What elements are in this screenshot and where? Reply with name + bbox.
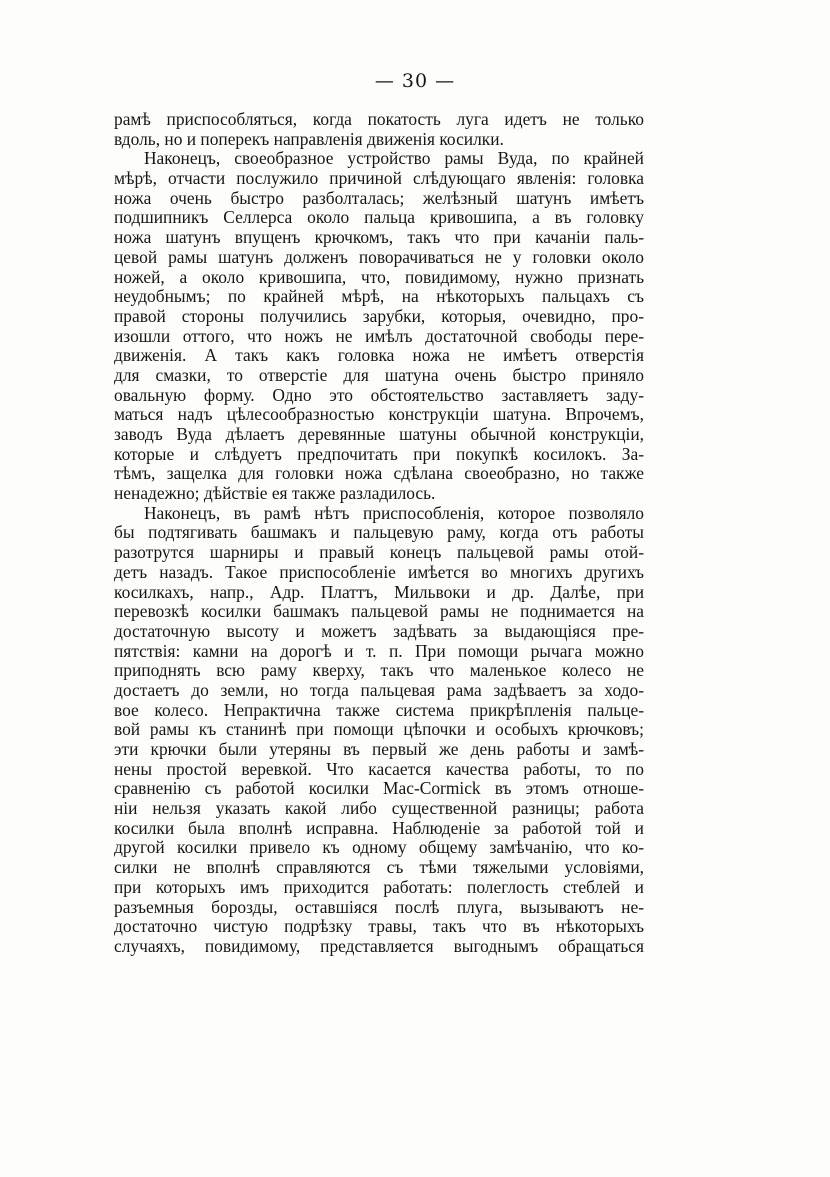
text-line: для смазки, то отверстіе для шатуна очень быстро приняло — [114, 364, 644, 385]
text-line: вдоль, но и поперекъ направленія движенія косилки. — [114, 128, 504, 149]
text-line: которые и слѣдуетъ предпочитать при покупкѣ косилокъ. За- — [114, 443, 644, 464]
text-line: эти крючки были утеряны въ первый же день работы и замѣ- — [114, 739, 644, 759]
text-line: ножа шатунъ впущенъ крючкомъ, такъ что при качаніи паль- — [114, 227, 644, 248]
text-line: подшипникъ Селлерса около пальца кривошипа, а въ головку — [114, 207, 644, 228]
text-line: приподнять всю раму кверху, такъ что маленькое колесо не — [114, 660, 644, 681]
text-line: другой косилки привело къ одному общему замѣчанію, что ко- — [114, 837, 644, 858]
text-line: детъ назадъ. Такое приспособленіе имѣется во многихъ другихъ — [114, 561, 644, 582]
text-line: бы подтягивать башмакъ и пальцевую раму, когда отъ работы — [114, 522, 644, 543]
text-line: пятствія: камни на дорогѣ и т. п. При помощи рычага можно — [114, 640, 644, 661]
text-line: случаяхъ, повидимому, представляется выгоднымъ обращаться — [114, 935, 644, 956]
text-line: достаетъ до земли, но тогда пальцевая рама задѣваетъ за ходо- — [114, 679, 644, 700]
text-line: изошли оттого, что ножъ не имѣлъ достаточной свободы пере- — [114, 325, 644, 346]
text-line: разъемныя борозды, оставшіяся послѣ плуга, вызываютъ не- — [114, 896, 644, 917]
text-line: движенія. А такъ какъ головка ножа не имѣетъ отверстія — [114, 345, 644, 366]
text-line: вое колесо. Непрактична также система прикрѣпленія пальце- — [114, 699, 644, 720]
text-line: заводъ Вуда дѣлаетъ деревянные шатуны обычной конструкціи, — [114, 424, 644, 444]
text-line: при которыхъ имъ приходится работать: полеглость стеблей и — [114, 876, 644, 897]
text-line: достаточную высоту и можетъ задѣвать за выдающіяся пре- — [114, 620, 644, 641]
text-line: косилки была вполнѣ исправна. Наблюденіе за работой той и — [114, 817, 644, 838]
text-line: рамѣ приспособляться, когда покатость луга идетъ не только — [114, 109, 644, 129]
text-line: неудобнымъ; по крайней мѣрѣ, на нѣкоторыхъ пальцахъ съ — [114, 286, 644, 307]
text-line: разотрутся шарниры и правый конецъ пальцевой рамы отой- — [114, 542, 644, 563]
text-line: овальную форму. Одно это обстоятельство заставляетъ заду- — [114, 384, 644, 405]
text-line: достаточно чистую подрѣзку травы, такъ что въ нѣкоторыхъ — [114, 916, 644, 937]
text-line: перевозкѣ косилки башмакъ пальцевой рамы не поднимается на — [114, 601, 644, 622]
text-line: ножа очень быстро разболталась; желѣзный шатунъ имѣетъ — [114, 187, 644, 208]
text-line: маться надъ цѣлесообразностью конструкціи шатуна. Впрочемъ, — [114, 404, 644, 425]
text-line: сравненію съ работой косилки Mac-Cormick въ этомъ отноше- — [114, 778, 644, 799]
text-line: ненадежно; дѣйствіе ея также разладилось. — [114, 483, 436, 504]
text-line: мѣрѣ, отчасти послужило причиной слѣдующаго явленія: головка — [114, 168, 644, 189]
text-line: правой стороны получились зарубки, которыя, очевидно, про- — [114, 305, 644, 326]
text-line: нены простой веревкой. Что касается качества работы, то по — [114, 758, 644, 779]
text-line: силки не вполнѣ справляются съ тѣми тяжелыми условіями, — [114, 857, 644, 878]
text-line: тѣмъ, защелка для головки ножа сдѣлана своеобразно, но также — [114, 463, 644, 484]
text-line: вой рамы къ станинѣ при помощи цѣпочки и особыхъ крючковъ; — [114, 719, 644, 740]
text-line: косилкахъ, напр., Адр. Платтъ, Мильвоки и др. Далѣе, при — [114, 581, 644, 602]
paragraph-first-line: Наконецъ, въ рамѣ нѣтъ приспособленія, которое позволяло — [144, 502, 644, 523]
text-line: цевой рамы шатунъ долженъ поворачиваться не у головки около — [114, 246, 644, 267]
body-text — [114, 110, 644, 957]
page-number: — 30 — — [374, 70, 456, 92]
paragraph-first-line: Наконецъ, своеобразное устройство рамы Вуда, по крайней — [144, 148, 644, 169]
text-line: ніи нельзя указать какой либо существенной разницы; работа — [114, 798, 644, 819]
text-line: ножей, а около кривошипа, что, повидимому, нужно признать — [114, 266, 644, 287]
